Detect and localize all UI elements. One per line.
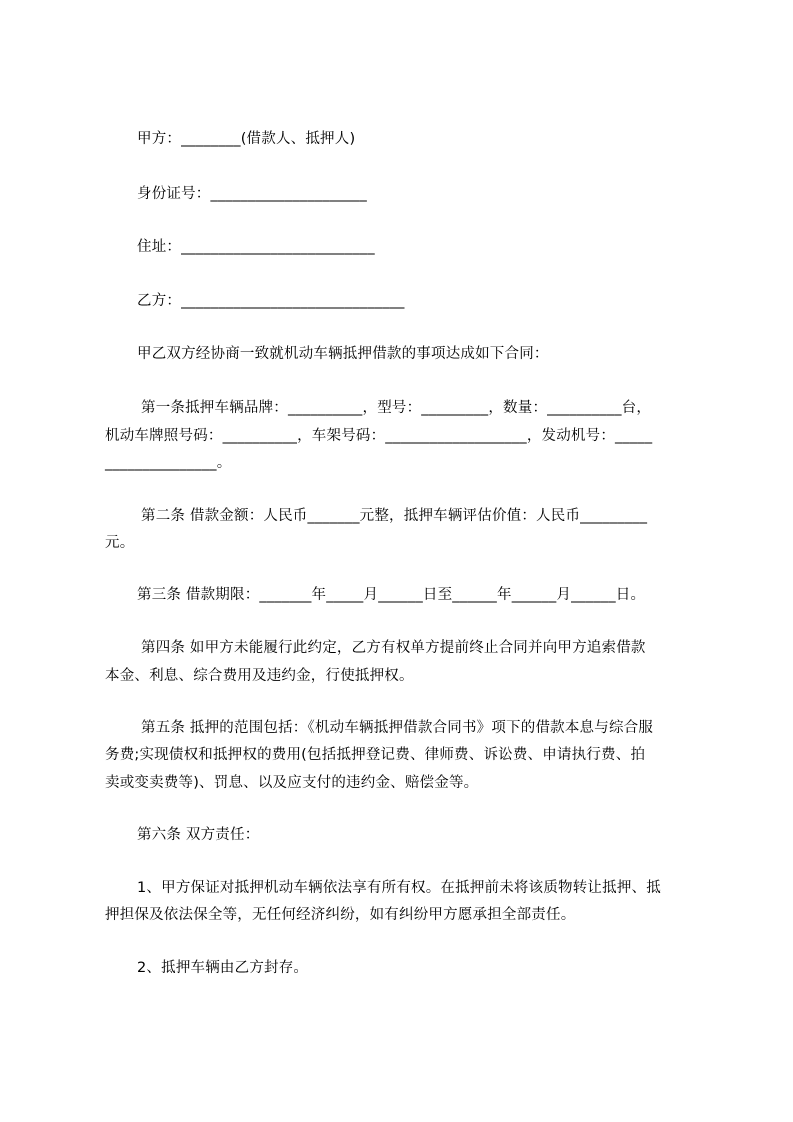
clause-2-line: 2、抵押车辆由乙方封存。 [137, 960, 309, 976]
id-number-line: 身份证号：_____________________ [137, 186, 367, 202]
article-5-line-1: 第五条 抵押的范围包括：《机动车辆抵押借款合同书》项下的借款本息与综合服 [141, 720, 654, 736]
article-2-line-2: 元。 [105, 535, 135, 551]
article-5-line-3: 卖或变卖费等)、罚息、以及应支付的违约金、赔偿金等。 [105, 775, 479, 791]
article-2-line-1: 第二条 借款金额：人民币_______元整，抵押车辆评估价值：人民币_________ [141, 508, 648, 524]
article-1-line-3: _______________。 [105, 455, 232, 471]
article-1-line-1: 第一条抵押车辆品牌：__________，型号：_________，数量：__________台， [141, 400, 652, 416]
article-4-line-1: 第四条 如甲方未能履行此约定，乙方有权单方提前终止合同并向甲方追索借款 [141, 640, 646, 656]
clause-1-line-2: 押担保及依法保全等，无任何经济纠纷，如有纠纷甲方愿承担全部责任。 [105, 907, 576, 923]
article-3-line: 第三条 借款期限：_______年_____月______日至______年______月______日。 [137, 587, 646, 603]
article-6-heading: 第六条 双方责任： [137, 827, 260, 843]
address-line: 住址：__________________________ [137, 239, 375, 255]
article-5-line-2: 务费;实现债权和抵押权的费用(包括抵押登记费、律师费、诉讼费、申请执行费、拍 [105, 747, 646, 763]
agreement-intro: 甲乙双方经协商一致就机动车辆抵押借款的事项达成如下合同： [137, 346, 549, 362]
party-a-line: 甲方：________(借款人、抵押人) [137, 131, 356, 147]
article-4-line-2: 本金、利息、综合费用及违约金，行使抵押权。 [105, 668, 414, 684]
clause-1-line-1: 1、甲方保证对抵押机动车辆依法享有所有权。在抵押前未将该质物转让抵押、抵 [137, 880, 661, 896]
article-1-line-2: 机动车牌照号码：__________，车架号码：___________________，发动机号：_____ [105, 428, 653, 444]
party-b-line: 乙方：______________________________ [137, 293, 405, 309]
